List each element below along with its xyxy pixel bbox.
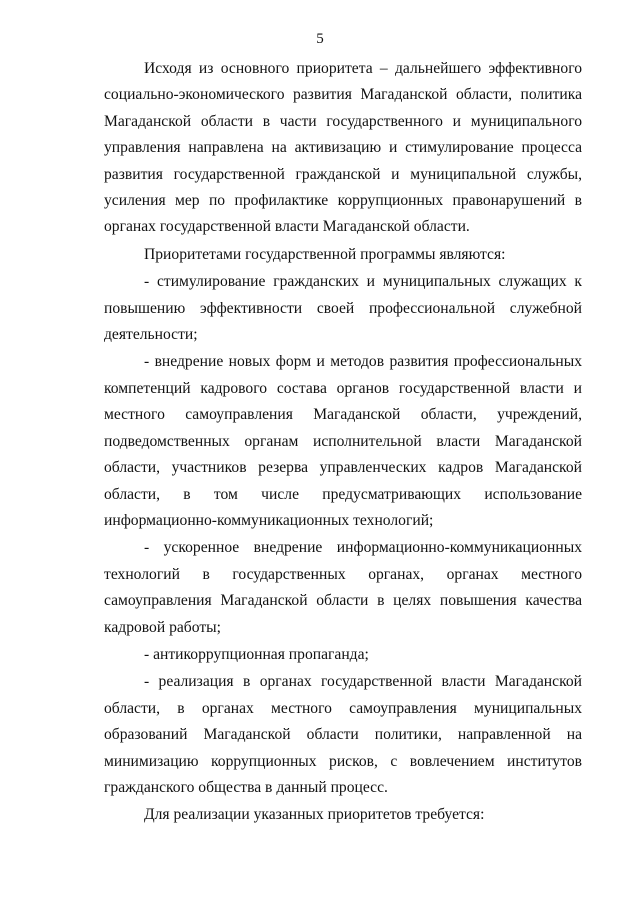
list-item-anticorruption-propaganda: - антикоррупционная пропаганда;	[144, 645, 369, 663]
paragraph-priority-intro: Исходя из основного приоритета – дальнейшего эффективного социально-экономического развития Магаданской области, политика Магаданской области в части государственного и муниципального управления направлена на активизацию и стимулирование процесса развития государственной гражданской и муниципальной службы, усиления мер по профилактике коррупционных правонарушений в органах государственной власти Магаданской области.	[104, 60, 582, 236]
paragraph-requirements-heading: Для реализации указанных приоритетов требуется:	[144, 806, 485, 824]
list-item-stimulation: - стимулирование гражданских и муниципальных служащих к повышению эффективности своей профессиональной служебной деятельности;	[104, 273, 582, 344]
list-item-new-methods: - внедрение новых форм и методов развития профессиональных компетенций кадрового состава органов государственной власти и местного самоуправления Магаданской области, учреждений, подведомственных органам исполнительной власти Магаданской области, участников резерва управленческих кадров Магаданской области, в том числе предусматривающих использование информационно-коммуникационных технологий;	[104, 353, 582, 529]
page-number: 5	[316, 31, 324, 47]
list-item-ict-implementation: - ускоренное внедрение информационно-коммуникационных технологий в государственных органах, органах местного самоуправления Магаданской области в целях повышения качества кадровой работы;	[104, 539, 582, 636]
document-body	[104, 56, 582, 829]
list-item-anticorruption-policy: - реализация в органах государственной власти Магаданской области, в органах местного самоуправления муниципальных образований Магаданской области политики, направленной на минимизацию коррупционных рисков, с вовлечением институтов гражданского общества в данный процесс.	[104, 673, 582, 796]
paragraph-priorities-heading: Приоритетами государственной программы являются:	[144, 245, 506, 263]
